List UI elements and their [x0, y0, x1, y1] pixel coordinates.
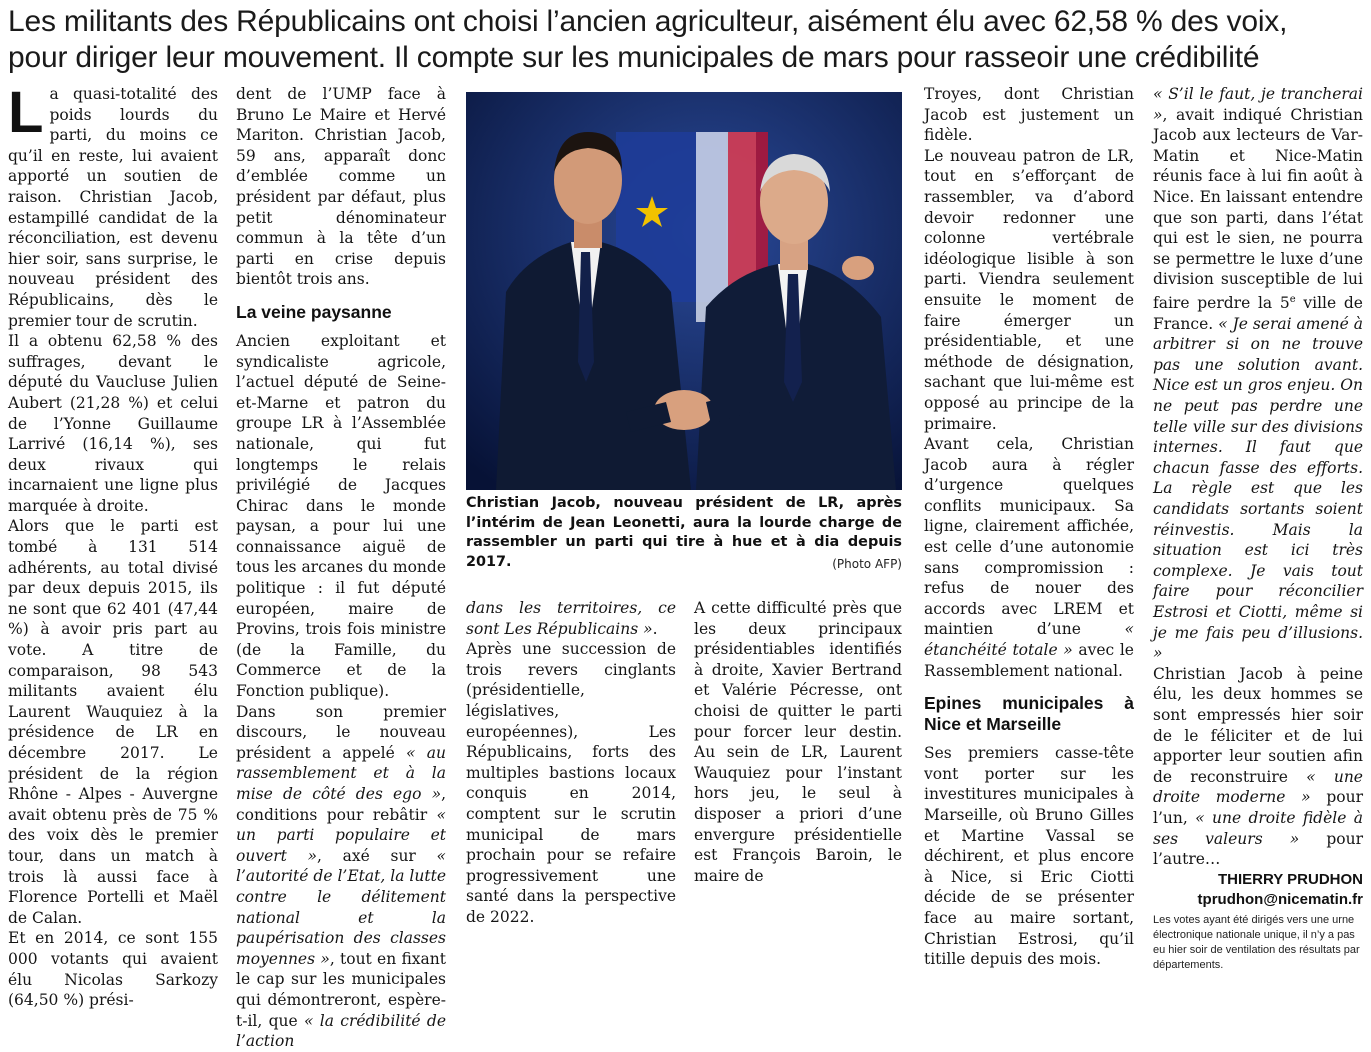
- paragraph-text: .: [652, 619, 658, 638]
- paragraph: [1153, 84, 1363, 664]
- news-photo: [466, 92, 902, 490]
- superscript: e: [1289, 293, 1296, 305]
- paragraph-text: , conditions pour rebâtir: [236, 785, 446, 824]
- paragraph: Et en 2014, ce sont 155 000 votants qui avaient élu Nicolas Sarkozy (64,50 %) prési-: [8, 929, 218, 1010]
- paragraph-text: ville de France.: [1153, 294, 1363, 333]
- paragraph-text: pour l’autre…: [1153, 829, 1363, 869]
- paragraph: Alors que le parti est tombé à 131 514 adhérents, au total divisé par deux depuis 2015, ils ne sont que 62 401 (47,44 %) à avoir pris part au vote. A titre de comparaison, 98 543 militants avaient élu Laurent Wauquiez à la présidence de LR en décembre 2017. Le président de la région Rhône - Alpes - Auvergne avait obtenu près de 75 % des voix dès le premier tour, dans un match à trois là aussi face à Florence Portelli et Maël de Calan.: [8, 517, 218, 927]
- quote: « une droite moderne »: [1153, 767, 1363, 807]
- quote: dans les territoires, ce sont Les Républicains »: [466, 599, 676, 638]
- author-name: THIERRY PRUDHON: [1217, 870, 1363, 888]
- photo-credit: (Photo AFP): [832, 557, 902, 571]
- drop-cap: L: [8, 80, 44, 145]
- paragraph-text: Avant cela, Christian Jacob aura à régler d’urgence quelques conflits municipaux. Sa ligne, clairement affichée, est celle d’une autonomie sans compromission : refus de nouer des accords avec LREM et maintien d’une: [924, 435, 1134, 639]
- article-column-4: [694, 598, 902, 886]
- article-column-2: [236, 84, 446, 1052]
- subheading-veine-paysanne: La veine paysanne: [236, 301, 392, 322]
- quote: « au rassemblement et à la mise de côté des ego »: [236, 743, 446, 803]
- article-column-6: [1153, 84, 1363, 973]
- paragraph: [1153, 664, 1363, 870]
- paragraph: [466, 598, 676, 639]
- footnote: Les votes ayant été dirigés vers une urne électronique nationale unique, il n’y a pas eu hier soir de ventilation des résultats par départements.: [1153, 913, 1360, 971]
- paragraph-text: Christian Jacob à peine élu, les deux hommes se sont empressés hier soir de le féliciter et de lui apporter leur soutien afin de reconstruire: [1153, 664, 1363, 786]
- headline: [8, 4, 1368, 76]
- author-email[interactable]: tprudhon@nicematin.fr: [1197, 890, 1363, 908]
- headline-line-1: Les militants des Républicains ont choisi l’ancien agriculteur, aisément élu avec 62,58 % des voix,: [8, 5, 1288, 38]
- paragraph: [8, 80, 218, 331]
- paragraph: Ses premiers casse-tête vont porter sur les investitures municipales à Marseille, où Bruno Gilles et Martine Vassal se déchirent, et plus encore à Nice, si Eric Ciotti décide de se présenter face au maire sortant, Christian Estrosi, qu’il titille depuis des mois.: [924, 744, 1134, 969]
- paragraph-text: , axé sur: [317, 846, 437, 865]
- quote: « étanchéité totale »: [924, 620, 1134, 660]
- paragraph: Troyes, dont Christian Jacob est justement un fidèle.: [924, 85, 1134, 145]
- paragraph-text: pour l’un,: [1153, 788, 1363, 827]
- paragraph: A cette difficulté près que les deux principaux présidentiables identifiés à droite, Xavier Bertrand et Valérie Pécresse, ont choisi de quitter le parti pour forcer leur destin. Au sein de LR, Laurent Wauquiez pour l’instant hors jeu, le seul à disposer a priori d’une envergure présidentielle est François Baroin, le maire de: [694, 599, 902, 885]
- paragraph-text: , avait indiqué Christian Jacob aux lecteurs de Var-Matin et Nice-Matin réunis face à lui fin août à Nice. En laissant entendre que son parti, dans l’état qui est le sien, ne pourra se permettre le luxe d’une division susceptible de lui faire perdre la 5: [1153, 105, 1363, 313]
- quote: « Je serai amené à arbitrer si on ne trouve pas une solution avant. Nice est un gros enjeu. On ne peut pas perdre une telle ville sur des divisions internes. Il faut que chacun fasse des efforts. La règle est que les candidats sortants soient réinvestis. Mais la situation est ici très complexe. Je vais tout faire pour réconcilier Estrosi et Ciotti, même si je me fais peu d’illusions. »: [1153, 314, 1363, 663]
- quote: « un parti populaire et ouvert »: [236, 805, 446, 865]
- paragraph: Il a obtenu 62,58 % des suffrages, devant le député du Vaucluse Julien Aubert (21,28 %) et celui de l’Yonne Guillaume Larrivé (16,14 %), ses deux rivaux qui incarnaient une ligne plus marquée à droite.: [8, 332, 218, 515]
- paragraph-text: , tout en fixant le cap sur les municipales qui démontreront, espère-t-il, que: [236, 949, 446, 1030]
- photo-caption: Christian Jacob, nouveau président de LR, après l’intérim de Jean Leonetti, aura la lourde charge de rassembler un parti qui tire à hue et à dia depuis 2017.: [466, 495, 902, 570]
- paragraph-text: Dans son premier discours, le nouveau président a appelé: [236, 702, 446, 762]
- headline-line-2: pour diriger leur mouvement. Il compte sur les municipales de mars pour rasseoir une crédibilité: [8, 41, 1260, 74]
- quote: « la crédibilité de l’action: [236, 1011, 446, 1051]
- paragraph-text: avec le Rassemblement national.: [924, 641, 1134, 680]
- article-column-5: [924, 84, 1134, 970]
- paragraph: dent de l’UMP face à Bruno Le Maire et Hervé Mariton. Christian Jacob, 59 ans, apparaît donc d’emblée comme un président par défaut, plus petit dénominateur commun à la tête d’un parti en crise depuis bientôt trois ans.: [236, 85, 446, 289]
- quote: « S’il le faut, je trancherai »: [1153, 85, 1363, 124]
- quote: « l’autorité de l’Etat, la lutte contre le délitement national et la paupérisation des classes moyennes »: [236, 846, 446, 968]
- article-column-1: [8, 80, 218, 1011]
- paragraph: [924, 434, 1134, 681]
- article-column-3: [466, 598, 676, 928]
- photo-illustration: [466, 92, 902, 490]
- quote: « une droite fidèle à ses valeurs »: [1153, 808, 1363, 848]
- paragraph: Le nouveau patron de LR, tout en s’efforçant de rassembler, va d’abord devoir redonner une colonne vertébrale idéologique lisible à son parti. Viendra seulement ensuite le moment de faire émerger un présidentiable, et une méthode de désignation, sachant que lui-même est opposé au principe de la primaire.: [924, 146, 1134, 433]
- paragraph: [236, 702, 446, 1052]
- subheading-epines-municipales: Epines municipales à Nice et Marseille: [924, 693, 1134, 735]
- paragraph: Ancien exploitant et syndicaliste agricole, l’actuel député de Seine-et-Marne et patron du groupe LR à l’Assemblée nationale, qui fut longtemps le relais privilégié de Jacques Chirac dans le monde paysan, a pour lui une connaissance aiguë de tous les arcanes du monde politique : il fut député européen, maire de Provins, trois fois ministre (de la Famille, du Commerce et de la Fonction publique).: [236, 331, 446, 701]
- paragraph: Après une succession de trois revers cinglants (présidentielle, législatives, européennes), Les Républicains, forts des multiples bastions locaux conquis en 2014, comptent sur le scrutin municipal de mars prochain pour se refaire progressivement une santé dans la perspective de 2022.: [466, 640, 676, 926]
- paragraph-text: a quasi-totalité des poids lourds du parti, du moins ce qu’il en reste, lui avaient apporté un soutien de raison. Christian Jacob, estampillé candidat de la réconciliation, est devenu hier soir, sans surprise, le nouveau président des Républicains, dès le premier tour de scrutin.: [8, 85, 218, 330]
